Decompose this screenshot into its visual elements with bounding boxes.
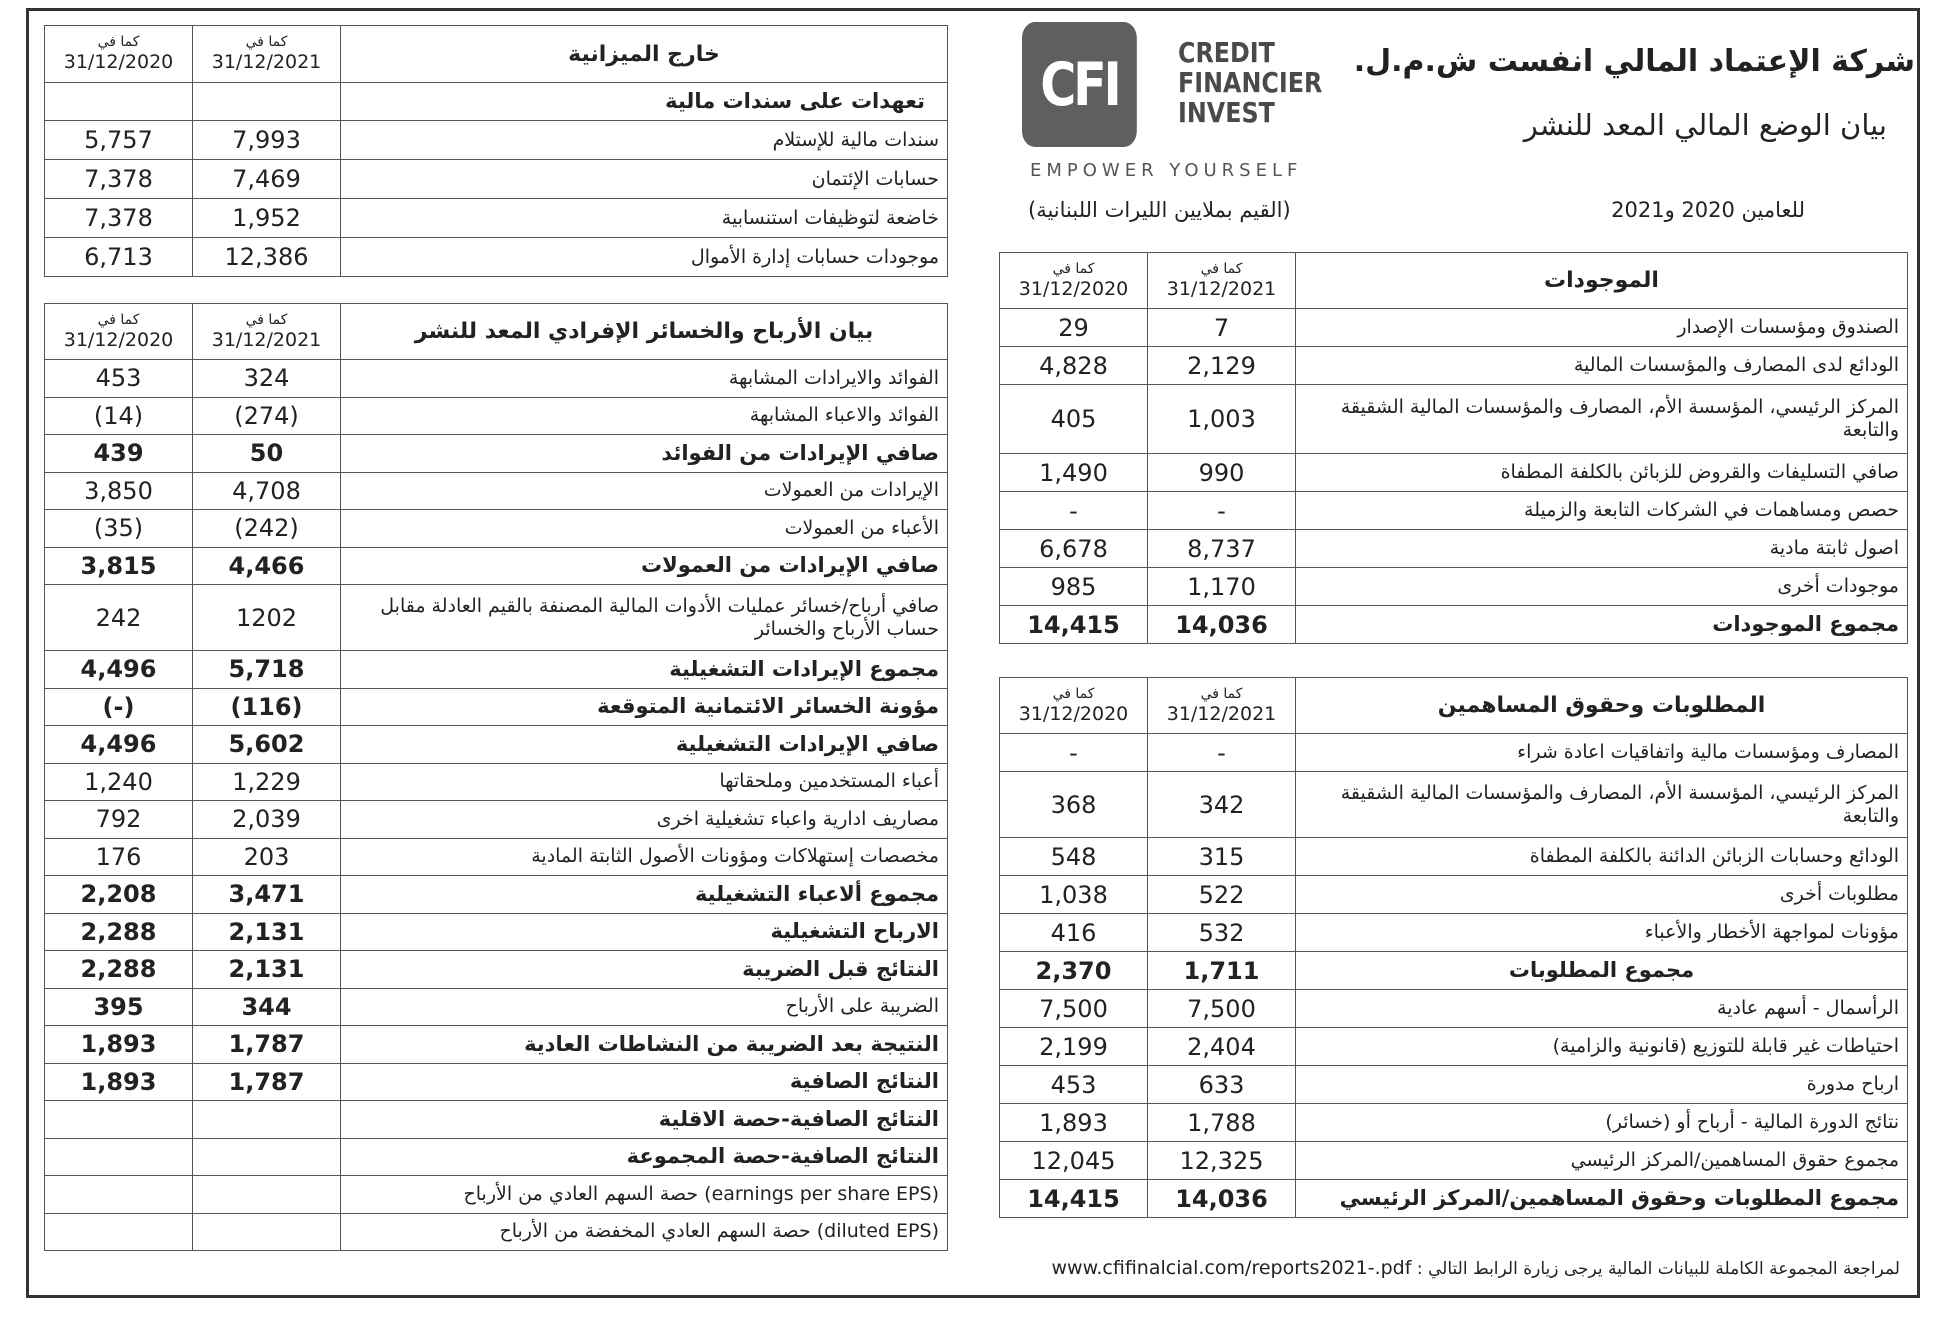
row-label: الرأسمال - أسهم عادية: [1296, 990, 1908, 1028]
value-2021: 2,129: [1148, 347, 1296, 385]
income-row: [45, 838, 948, 876]
value-2020: [45, 1138, 193, 1176]
col-header-2020: كما في 31/12/2020: [45, 26, 193, 83]
liabilities-table: [999, 677, 1908, 1218]
value-2021: 203: [193, 838, 341, 876]
cfi-logo-icon: [1022, 22, 1137, 147]
value-2020: 242: [45, 585, 193, 651]
row-label: ارباح مدورة: [1296, 1066, 1908, 1104]
row-label: احتياطات غير قابلة للتوزيع (قانونية والزامية): [1296, 1028, 1908, 1066]
income-row: [45, 472, 948, 510]
value-2021: 342: [1148, 772, 1296, 838]
income-row: [45, 688, 948, 726]
assets-row: [1000, 385, 1908, 454]
footer-text: لمراجعة المجموعة الكاملة للبيانات المالية يرجى زيارة الرابط التالي :: [1416, 1259, 1900, 1279]
value-2020: 3,815: [45, 547, 193, 585]
value-2021: [193, 1213, 341, 1251]
liabilities-row: [1000, 734, 1908, 772]
row-label: صافي التسليفات والقروض للزبائن بالكلفة المطفاة: [1296, 454, 1908, 492]
row-label: صافي الإيرادات من العمولات: [341, 547, 948, 585]
value-2020: 29: [1000, 309, 1148, 347]
off-balance-row: [45, 160, 948, 199]
row-label: المصارف ومؤسسات مالية واتفاقيات اعادة شراء: [1296, 734, 1908, 772]
row-label: النتيجة بعد الضريبة من النشاطات العادية: [341, 1026, 948, 1064]
income-row: [45, 1138, 948, 1176]
value-2020: 453: [45, 360, 193, 398]
logo-letters: CFI: [1040, 49, 1119, 120]
assets-row: [1000, 492, 1908, 530]
value-2021: 1,788: [1148, 1104, 1296, 1142]
value-2021: 2,131: [193, 913, 341, 951]
value-2021: 3,471: [193, 876, 341, 914]
company-name: شركة الإعتماد المالي انفست ش.م.ل.: [1353, 44, 1915, 79]
value-2020: 1,240: [45, 763, 193, 801]
value-2021: 633: [1148, 1066, 1296, 1104]
row-label: موجودات حسابات إدارة الأموال: [341, 238, 948, 277]
value-2021: 324: [193, 360, 341, 398]
income-row: [45, 1101, 948, 1139]
col-header-2020: كما في 31/12/2020: [45, 304, 193, 360]
value-2020: 5,757: [45, 121, 193, 160]
row-label: صافي الإيرادات من الفوائد: [341, 435, 948, 473]
value-2021: 2,039: [193, 801, 341, 839]
value-2020: 4,496: [45, 726, 193, 764]
value-2021: 12,325: [1148, 1142, 1296, 1180]
value-2021: 5,718: [193, 651, 341, 689]
value-2021: (242): [193, 510, 341, 548]
row-label: مطلوبات أخرى: [1296, 876, 1908, 914]
value-2021: 344: [193, 988, 341, 1026]
income-row: [45, 726, 948, 764]
row-label: المركز الرئيسي، المؤسسة الأم، المصارف والمؤسسات المالية الشقيقة والتابعة: [1296, 385, 1908, 454]
value-2021: 2,404: [1148, 1028, 1296, 1066]
value-2021: 14,036: [1148, 1180, 1296, 1218]
income-row: [45, 951, 948, 989]
row-label: سندات مالية للإستلام: [341, 121, 948, 160]
liabilities-row: [1000, 914, 1908, 952]
row-label: مصاريف ادارية واعباء تشغيلية اخرى: [341, 801, 948, 839]
off-balance-row: [45, 121, 948, 160]
value-2020: 7,378: [45, 199, 193, 238]
off-balance-row: [45, 238, 948, 277]
row-label: موجودات أخرى: [1296, 568, 1908, 606]
logo-word: INVEST: [1178, 96, 1275, 129]
value-2020: 1,490: [1000, 454, 1148, 492]
statement-years: للعامين 2020 و2021: [1611, 198, 1805, 222]
value-2020: [45, 1213, 193, 1251]
off-balance-table: [44, 25, 948, 277]
liabilities-row: [1000, 1142, 1908, 1180]
row-label: النتائج الصافية: [341, 1063, 948, 1101]
value-2020: 14,415: [1000, 606, 1148, 644]
value-2020: 2,288: [45, 951, 193, 989]
row-label: مخصصات إستهلاكات ومؤونات الأصول الثابتة المادية: [341, 838, 948, 876]
value-2020: 416: [1000, 914, 1148, 952]
col-header-2020: كما في 31/12/2020: [1000, 678, 1148, 734]
row-label: اصول ثابتة مادية: [1296, 530, 1908, 568]
value-2020: 368: [1000, 772, 1148, 838]
logo-word: FINANCIER: [1178, 66, 1323, 99]
income-row: [45, 1176, 948, 1214]
row-label: الفوائد والايرادات المشابهة: [341, 360, 948, 398]
income-row: [45, 1026, 948, 1064]
row-label: الارباح التشغيلية: [341, 913, 948, 951]
assets-title: الموجودات: [1296, 253, 1908, 309]
value-2021: 1,229: [193, 763, 341, 801]
row-label: المركز الرئيسي، المؤسسة الأم، المصارف والمؤسسات المالية الشقيقة والتابعة: [1296, 772, 1908, 838]
row-label: الودائع وحسابات الزبائن الدائنة بالكلفة المطفاة: [1296, 838, 1908, 876]
row-label: حصص ومساهمات في الشركات التابعة والزميلة: [1296, 492, 1908, 530]
logo-wordmark: [1178, 38, 1322, 128]
col-header-2021: كما في 31/12/2021: [193, 26, 341, 83]
income-row: [45, 435, 948, 473]
value-2021: -: [1148, 734, 1296, 772]
value-2020: 439: [45, 435, 193, 473]
statement-subtitle: بيان الوضع المالي المعد للنشر: [1523, 108, 1887, 142]
value-2020: 1,038: [1000, 876, 1148, 914]
row-label: (diluted EPS) حصة السهم العادي المخفضة من الأرباح: [341, 1213, 948, 1251]
value-2020: 1,893: [45, 1063, 193, 1101]
liabilities-row: [1000, 1180, 1908, 1218]
income-statement-table: [44, 303, 948, 1251]
value-2021: 1,787: [193, 1063, 341, 1101]
value-2020: 2,370: [1000, 952, 1148, 990]
row-label: مجموع حقوق المساهمين/المركز الرئيسي: [1296, 1142, 1908, 1180]
row-label: الودائع لدى المصارف والمؤسسات المالية: [1296, 347, 1908, 385]
row-label: أعباء المستخدمين وملحقاتها: [341, 763, 948, 801]
row-label: صافي الإيرادات التشغيلية: [341, 726, 948, 764]
row-label: النتائج الصافية-حصة المجموعة: [341, 1138, 948, 1176]
value-2021: -: [1148, 492, 1296, 530]
currency-note: (القيم بملايين الليرات اللبنانية): [1028, 198, 1291, 222]
value-2020: 2,208: [45, 876, 193, 914]
value-2021: 4,466: [193, 547, 341, 585]
value-2020: (-): [45, 688, 193, 726]
row-label: الضريبة على الأرباح: [341, 988, 948, 1026]
value-2020: 12,045: [1000, 1142, 1148, 1180]
income-row: [45, 360, 948, 398]
value-2021: 1,170: [1148, 568, 1296, 606]
assets-table: [999, 252, 1908, 644]
value-2021: (274): [193, 397, 341, 435]
value-2021: 8,737: [1148, 530, 1296, 568]
col-header-2020: كما في 31/12/2020: [1000, 253, 1148, 309]
value-2021: 50: [193, 435, 341, 473]
assets-row: [1000, 568, 1908, 606]
income-row: [45, 651, 948, 689]
value-2021: 315: [1148, 838, 1296, 876]
value-2020: 14,415: [1000, 1180, 1148, 1218]
income-statement-title: بيان الأرباح والخسائر الإفرادي المعد للنشر: [341, 304, 948, 360]
value-2020: 4,496: [45, 651, 193, 689]
liabilities-row: [1000, 990, 1908, 1028]
row-label: مجموع الإيرادات التشغيلية: [341, 651, 948, 689]
col-header-2021: كما في 31/12/2021: [1148, 253, 1296, 309]
value-2021: 2,131: [193, 951, 341, 989]
income-row: [45, 763, 948, 801]
income-row: [45, 397, 948, 435]
liabilities-row: [1000, 1104, 1908, 1142]
value-2020: 1,893: [1000, 1104, 1148, 1142]
row-label: خاضعة لتوظيفات استنسابية: [341, 199, 948, 238]
income-row: [45, 876, 948, 914]
liabilities-row: [1000, 1066, 1908, 1104]
footer-note: [1000, 1257, 1900, 1279]
value-2020: 453: [1000, 1066, 1148, 1104]
row-label: مؤونة الخسائر الائتمانية المتوقعة: [341, 688, 948, 726]
row-label: نتائج الدورة المالية - أرباح أو (خسائر): [1296, 1104, 1908, 1142]
value-2020: (14): [45, 397, 193, 435]
liabilities-row: [1000, 838, 1908, 876]
liabilities-row: [1000, 1028, 1908, 1066]
col-header-2021: كما في 31/12/2021: [193, 304, 341, 360]
value-2020: 1,893: [45, 1026, 193, 1064]
value-2020: -: [1000, 492, 1148, 530]
value-2020: 6,713: [45, 238, 193, 277]
value-2020: 7,378: [45, 160, 193, 199]
value-2020: 2,288: [45, 913, 193, 951]
value-2021: 990: [1148, 454, 1296, 492]
income-row: [45, 510, 948, 548]
off-balance-subtitle: تعهدات على سندات مالية: [341, 83, 948, 121]
assets-row: [1000, 309, 1908, 347]
value-2021: 4,708: [193, 472, 341, 510]
assets-row: [1000, 454, 1908, 492]
value-2021: 7,500: [1148, 990, 1296, 1028]
value-2021: [193, 1101, 341, 1139]
row-label: مجموع ألاعباء التشغيلية: [341, 876, 948, 914]
row-label: (earnings per share EPS) حصة السهم العادي من الأرباح: [341, 1176, 948, 1214]
value-2020: 792: [45, 801, 193, 839]
value-2020: (35): [45, 510, 193, 548]
col-header-2021: كما في 31/12/2021: [1148, 678, 1296, 734]
value-2021: 532: [1148, 914, 1296, 952]
value-2020: 548: [1000, 838, 1148, 876]
value-2021: 1,003: [1148, 385, 1296, 454]
value-2021: (116): [193, 688, 341, 726]
value-2020: 4,828: [1000, 347, 1148, 385]
value-2021: 1,711: [1148, 952, 1296, 990]
liabilities-row: [1000, 876, 1908, 914]
liabilities-title: المطلوبات وحقوق المساهمين: [1296, 678, 1908, 734]
assets-row: [1000, 606, 1908, 644]
income-row: [45, 1213, 948, 1251]
value-2021: 522: [1148, 876, 1296, 914]
value-2020: 395: [45, 988, 193, 1026]
value-2020: 2,199: [1000, 1028, 1148, 1066]
value-2021: 1202: [193, 585, 341, 651]
income-row: [45, 547, 948, 585]
row-label: الإيرادات من العمولات: [341, 472, 948, 510]
off-balance-title: خارج الميزانية: [341, 26, 948, 83]
row-label: الصندوق ومؤسسات الإصدار: [1296, 309, 1908, 347]
value-2021: [193, 1138, 341, 1176]
income-row: [45, 913, 948, 951]
income-row: [45, 1063, 948, 1101]
value-2021: 14,036: [1148, 606, 1296, 644]
liabilities-row: [1000, 952, 1908, 990]
value-2020: [45, 1176, 193, 1214]
value-2021: 1,787: [193, 1026, 341, 1064]
assets-row: [1000, 530, 1908, 568]
row-label: النتائج قبل الضريبة: [341, 951, 948, 989]
row-label: مجموع الموجودات: [1296, 606, 1908, 644]
value-2021: 5,602: [193, 726, 341, 764]
off-balance-row: [45, 199, 948, 238]
value-2021: 1,952: [193, 199, 341, 238]
row-label: صافي أرباح/خسائر عمليات الأدوات المالية المصنفة بالقيم العادلة مقابل حساب الأرباح والخسائر: [341, 585, 948, 651]
value-2021: [193, 1176, 341, 1214]
report-link[interactable]: www.cfifinalcial.com/reports2021-.pdf: [1051, 1257, 1412, 1279]
value-2020: 176: [45, 838, 193, 876]
value-2021: 7,993: [193, 121, 341, 160]
value-2020: 3,850: [45, 472, 193, 510]
value-2021: 7,469: [193, 160, 341, 199]
row-label: النتائج الصافية-حصة الاقلية: [341, 1101, 948, 1139]
logo-word: CREDIT: [1178, 36, 1275, 69]
income-row: [45, 585, 948, 651]
income-row: [45, 801, 948, 839]
assets-row: [1000, 347, 1908, 385]
value-2020: -: [1000, 734, 1148, 772]
row-label: حسابات الإئتمان: [341, 160, 948, 199]
liabilities-row: [1000, 772, 1908, 838]
value-2020: 985: [1000, 568, 1148, 606]
row-label: الفوائد والاعباء المشابهة: [341, 397, 948, 435]
logo-tagline: EMPOWER YOURSELF: [1030, 160, 1303, 181]
row-label: الأعباء من العمولات: [341, 510, 948, 548]
row-label: مجموع المطلوبات وحقوق المساهمين/المركز الرئيسي: [1296, 1180, 1908, 1218]
income-row: [45, 988, 948, 1026]
value-2020: 7,500: [1000, 990, 1148, 1028]
value-2020: 405: [1000, 385, 1148, 454]
row-label: مجموع المطلوبات: [1296, 952, 1908, 990]
row-label: مؤونات لمواجهة الأخطار والأعباء: [1296, 914, 1908, 952]
value-2020: [45, 1101, 193, 1139]
value-2021: 7: [1148, 309, 1296, 347]
value-2020: 6,678: [1000, 530, 1148, 568]
value-2021: 12,386: [193, 238, 341, 277]
